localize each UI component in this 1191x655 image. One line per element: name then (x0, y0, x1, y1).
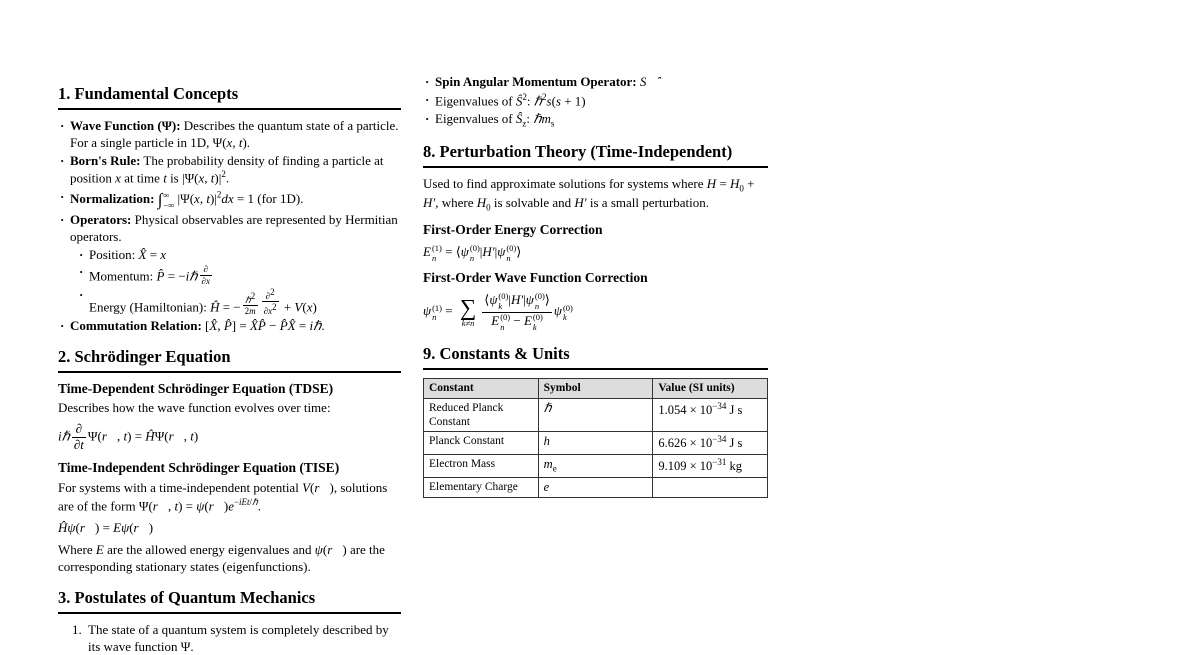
section-perturbation-theory (423, 142, 768, 332)
cell-constant: Elementary Charge (424, 477, 539, 498)
cell-symbol: ℏ (538, 398, 653, 432)
section-1-heading: 1. Fundamental Concepts (58, 84, 401, 110)
spin-list (423, 74, 768, 130)
section-9-heading: 9. Constants & Units (423, 344, 768, 370)
table-row (424, 398, 768, 432)
operators-sublist (77, 247, 401, 317)
tdse-intro: Describes how the wave function evolves over time: (58, 400, 331, 416)
list-item-borns-rule: · Born's Rule: The probability density of finding a particle at position x at time t is |Ψ(x, $t)|^2$. (58, 153, 401, 188)
list-item-commutation-relation: · Commutation Relation: [X̂, P̂] = X̂P̂ − P̂X̂ = iℏ. (58, 318, 401, 335)
list-item-spin-operator: · Spin Angular Momentum Operator: S⃗̂ (423, 74, 768, 91)
tdse-heading: Time-Dependent Schrödinger Equation (TDSE) (58, 380, 334, 396)
list-item-eigenvalues-s2: · Eigenvalues of $Ŝ^2$: ℏ$^2$s(s + 1) (423, 92, 768, 110)
list-item-wave-function: · Wave Function (Ψ): Describes the quantum state of a particle. For a single particle in 1D, Ψ(x, t). (58, 118, 401, 152)
list-item-eigenvalues-sz: · Eigenvalues of $Ŝ_z$: ℏm$_s$ (423, 111, 768, 130)
list-item-momentum-operator: · Momentum: P̂ = −iℏ $\frac{\partial}{\partial x}$ (77, 264, 401, 286)
list-item-operators (58, 212, 401, 317)
table-header-row (424, 379, 768, 398)
tise-note: Where E are the allowed energy eigenvalues and ψ(r⃗) are the corresponding stationary states (eigenfunctions). (58, 542, 385, 574)
constants-table (423, 378, 768, 498)
cell-value: $6.626 \times 10^{-34}$ J s (653, 432, 768, 455)
table-row (424, 432, 768, 455)
cell-symbol: $m_e$ (538, 455, 653, 478)
section-schrodinger-equation (58, 347, 401, 576)
perturbation-intro: Used to find approximate solutions for systems where $H = H_0 + H'$, where $H_0$ is solvable and H′ is a small perturbation. (423, 176, 755, 214)
list-item-position-operator: · Position: X̂ = x (77, 247, 401, 264)
table-header-symbol: Symbol (538, 379, 653, 398)
operators-text: Operators: Physical observables are represented by Hermitian operators. (70, 211, 398, 244)
table-row (424, 477, 768, 498)
cell-value: $9.109 \times 10^{-31}$ kg (653, 455, 768, 478)
cell-value: $1.054 \times 10^{-34}$ J s (653, 398, 768, 432)
cell-symbol: h (538, 432, 653, 455)
section-constants-units (423, 344, 768, 498)
cell-constant: Planck Constant (424, 432, 539, 455)
energy-correction-heading: First-Order Energy Correction (423, 221, 603, 237)
cell-symbol: e (538, 477, 653, 498)
tise-equation: Ĥψ(r⃗) = Eψ(r⃗) (58, 520, 154, 536)
table-row (424, 455, 768, 478)
wavefn-correction-heading: First-Order Wave Function Correction (423, 270, 648, 286)
energy-correction-equation: E (1) n = ⟨ψ (0) n |H′|ψ (0) n ⟩ (423, 242, 522, 263)
cell-value (653, 477, 768, 498)
list-item-energy-operator: · Energy (Hamiltonian): Ĥ = − $\frac{\hbar^2}{2m}$ $\frac{\partial^2}{\partial x^2}$ + V(x) (77, 287, 401, 317)
wavefn-correction-equation: ψ (1) n = ∑ k≠n ⟨ψ (0) k |H′|ψ (0) n ⟩ E (0) n − E (0) k ψ (0) k (423, 291, 573, 332)
tise-intro: For systems with a time-independent potential V(r⃗), solutions are of the form Ψ(r⃗, $t) = \psi(r⃗)e^{-iEt/\hbar}$. (58, 480, 388, 514)
list-item-normalization: · Normalization: ∫ ∞ −∞ |Ψ(x, $t)|^2dx = 1$ (for 1D). (58, 189, 401, 211)
section-2-heading: 2. Schrödinger Equation (58, 347, 401, 373)
section-fundamental-concepts (58, 84, 401, 335)
postulates-list (58, 622, 401, 655)
section-3-heading: 3. Postulates of Quantum Mechanics (58, 588, 401, 614)
postulate-item-1: 1. The state of a quantum system is completely described by its wave function Ψ. (85, 622, 401, 655)
tdse-equation: iℏ $\frac{\partial}{\partial t}$ Ψ(r⃗, t) = ĤΨ(r⃗, t) (58, 421, 199, 453)
cell-constant: Electron Mass (424, 455, 539, 478)
left-column (58, 84, 401, 655)
tise-heading: Time-Independent Schrödinger Equation (TISE) (58, 460, 340, 476)
section-8-heading: 8. Perturbation Theory (Time-Independent) (423, 142, 768, 168)
table-header-value: Value (SI units) (653, 379, 768, 398)
right-column (423, 74, 768, 498)
cell-constant: Reduced Planck Constant (424, 398, 539, 432)
table-header-constant: Constant (424, 379, 539, 398)
section-postulates (58, 588, 401, 655)
fundamental-concepts-list (58, 118, 401, 335)
